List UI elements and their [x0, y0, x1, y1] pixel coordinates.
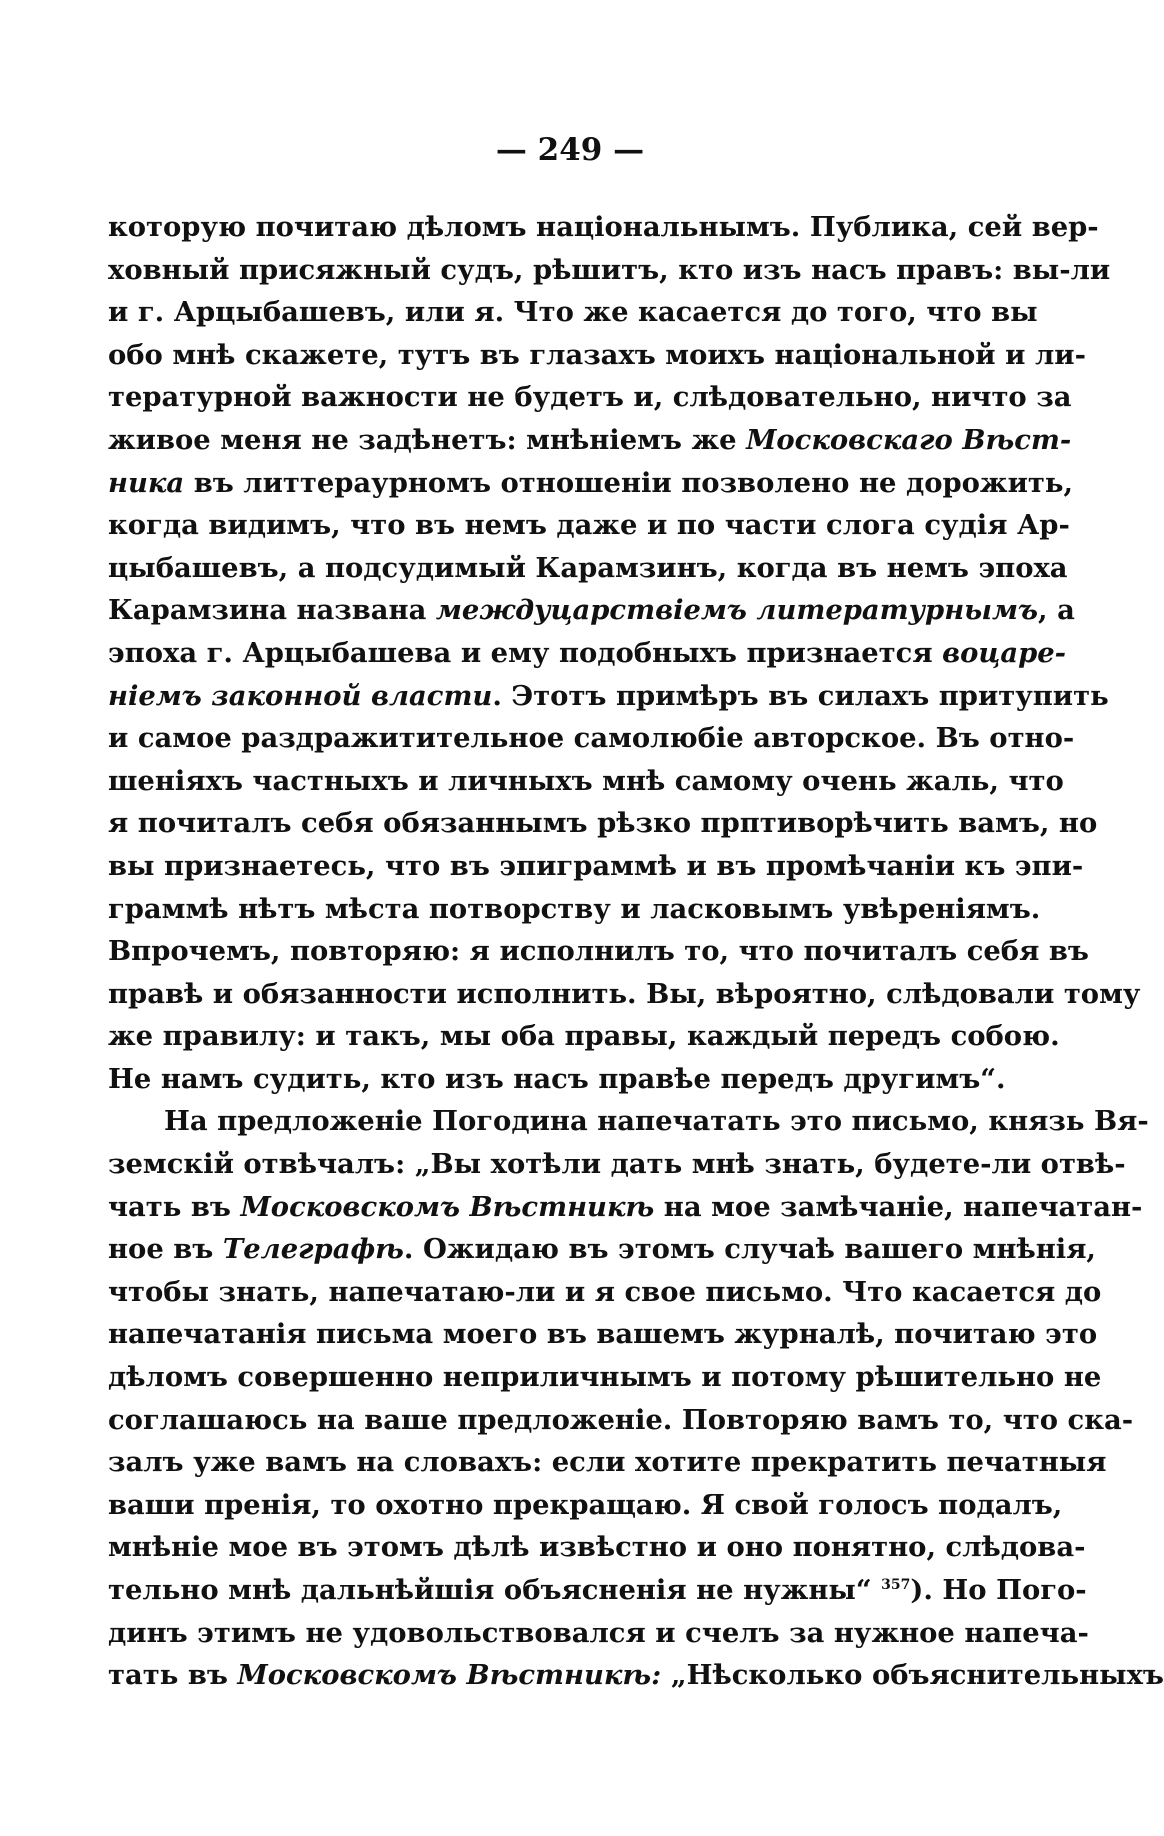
text-line [108, 1654, 1164, 1697]
text-line [108, 1484, 1063, 1527]
text-line [108, 1271, 1102, 1314]
text-line [108, 589, 1075, 632]
text-line [108, 1058, 1006, 1101]
text-line [108, 504, 1070, 547]
text-line [108, 675, 1109, 718]
text-line [108, 1356, 1102, 1399]
text-line [108, 249, 1111, 292]
text-line [108, 291, 1038, 334]
text-segment: Карамзина названа [108, 594, 436, 627]
text-segment: тельно мнѣ дальнѣйшія объясненія не нужны“ [108, 1574, 882, 1606]
italic-text: воцаре- [942, 636, 1067, 669]
text-segment: и самое раздражитительное самолюбіе авторское. Въ отно- [108, 722, 1075, 755]
text-segment: на мое замѣчаніе, напечатан- [654, 1190, 1143, 1223]
page-number: — 249 — [495, 132, 645, 168]
text-segment: залъ уже вамъ на словахъ: если хотите прекратить печатныя [108, 1446, 1107, 1479]
text-line [108, 802, 1098, 845]
text-segment: чтобы знать, напечатаю-ли и я свое письмо. Что касается до [108, 1275, 1102, 1308]
text-line [108, 717, 1075, 760]
text-line [108, 845, 1084, 888]
text-line [108, 376, 1072, 419]
italic-text: Московскомъ Вѣстникѣ [240, 1190, 655, 1223]
text-segment: я почиталъ себя обязаннымъ рѣзко прптиворѣчить вамъ, но [108, 807, 1098, 840]
text-segment: , а [1038, 594, 1075, 627]
text-segment: въ литтераурномъ отношеніи позволено не дорожить, [184, 466, 1073, 499]
text-segment: ховный присяжный судъ, рѣшитъ, кто изъ насъ правъ: вы-ли [108, 253, 1111, 286]
text-line [108, 1612, 1089, 1655]
italic-text: междуцарствіемъ литературнымъ [435, 594, 1038, 627]
text-segment: напечатанія письма моего въ вашемъ журналѣ, почитаю это [108, 1318, 1098, 1351]
text-line [108, 973, 1141, 1016]
text-line [108, 419, 1072, 462]
text-segment: соглашаюсь на ваше предложеніе. Повторяю вамъ то, что ска- [108, 1403, 1134, 1436]
text-segment: „Нѣсколько объяснительныхъ [661, 1659, 1164, 1692]
text-segment: динъ этимъ не удовольствовался и счелъ за нужное напеча- [108, 1616, 1089, 1649]
text-segment: ваши пренія, то охотно прекращаю. Я свой голосъ подалъ, [108, 1488, 1063, 1521]
text-line [108, 206, 1099, 249]
text-line [108, 888, 1041, 931]
italic-text: Телеграфѣ [222, 1233, 404, 1266]
text-segment: Не намъ судить, кто изъ насъ правѣе передъ другимъ“. [108, 1062, 1006, 1095]
text-segment: и г. Арцыбашевъ, или я. Что же касается до того, что вы [108, 296, 1038, 329]
text-segment: ). Но Пого- [910, 1574, 1087, 1606]
text-line [108, 1143, 1126, 1186]
text-segment: же правилу: и такъ, мы оба правы, каждый передъ собою. [108, 1020, 1060, 1053]
text-segment: эпоха г. Арцыбашева и ему подобныхъ признается [108, 636, 943, 669]
text-line [108, 462, 1073, 505]
italic-text: Московскаго Вѣст- [746, 423, 1072, 456]
text-segment: правѣ и обязанности исполнить. Вы, вѣроятно, слѣдовали тому [108, 977, 1141, 1010]
text-line [108, 1313, 1098, 1356]
text-segment: тать въ [108, 1659, 238, 1692]
text-segment: тературной важности не будетъ и, слѣдовательно, ничто за [108, 381, 1072, 414]
text-segment: граммѣ нѣтъ мѣста потворству и ласковымъ увѣреніямъ. [108, 892, 1041, 925]
text-line [108, 1186, 1143, 1229]
text-segment: чать въ [108, 1190, 241, 1223]
body-text [108, 206, 1164, 1697]
text-line [108, 334, 1086, 377]
text-line [108, 632, 1067, 675]
text-line [108, 1526, 1086, 1569]
text-segment: . Ожидаю въ этомъ случаѣ вашего мнѣнія, [403, 1233, 1096, 1266]
text-segment: вы признаетесь, что въ эпиграммѣ и въ промѣчаніи къ эпи- [108, 849, 1084, 882]
italic-text: ника [108, 466, 185, 499]
text-line [108, 930, 1089, 973]
text-segment: земскій отвѣчалъ: „Вы хотѣли дать мнѣ знать, будете-ли отвѣ- [108, 1148, 1126, 1181]
text-line [108, 1399, 1134, 1442]
text-segment: шеніяхъ частныхъ и личныхъ мнѣ самому очень жаль, что [108, 764, 1064, 797]
text-line [108, 1441, 1107, 1484]
text-segment: ное въ [108, 1233, 223, 1266]
text-segment: На предложеніе Погодина напечатать это письмо, князь Вя- [164, 1105, 1149, 1138]
text-line [108, 547, 1068, 590]
text-segment: мнѣніе мое въ этомъ дѣлѣ извѣстно и оно понятно, слѣдова- [108, 1531, 1086, 1564]
italic-text: ніемъ законной власти [108, 679, 493, 712]
text-line [108, 1015, 1060, 1058]
italic-text: Московскомъ Вѣстникѣ: [237, 1659, 662, 1692]
text-line [108, 1569, 1087, 1612]
text-line [108, 1100, 1149, 1143]
text-segment: живое меня не задѣнетъ: мнѣніемъ же [108, 423, 747, 456]
text-segment: дѣломъ совершенно неприличнымъ и потому рѣшительно не [108, 1361, 1102, 1394]
text-segment: . Этотъ примѣръ въ силахъ притупить [492, 679, 1109, 712]
text-segment: обо мнѣ скажете, тутъ въ глазахъ моихъ національной и ли- [108, 338, 1086, 371]
text-line [108, 760, 1064, 803]
footnote-ref: 357 [881, 1577, 911, 1593]
text-line [108, 1228, 1096, 1271]
text-segment: которую почитаю дѣломъ національнымъ. Публика, сей вер- [108, 211, 1099, 243]
text-segment: Впрочемъ, повторяю: я исполнилъ то, что почиталъ себя въ [108, 935, 1089, 968]
text-segment: когда видимъ, что въ немъ даже и по части слога судія Ар- [108, 509, 1070, 542]
text-segment: цыбашевъ, а подсудимый Карамзинъ, когда въ немъ эпоха [108, 551, 1068, 584]
